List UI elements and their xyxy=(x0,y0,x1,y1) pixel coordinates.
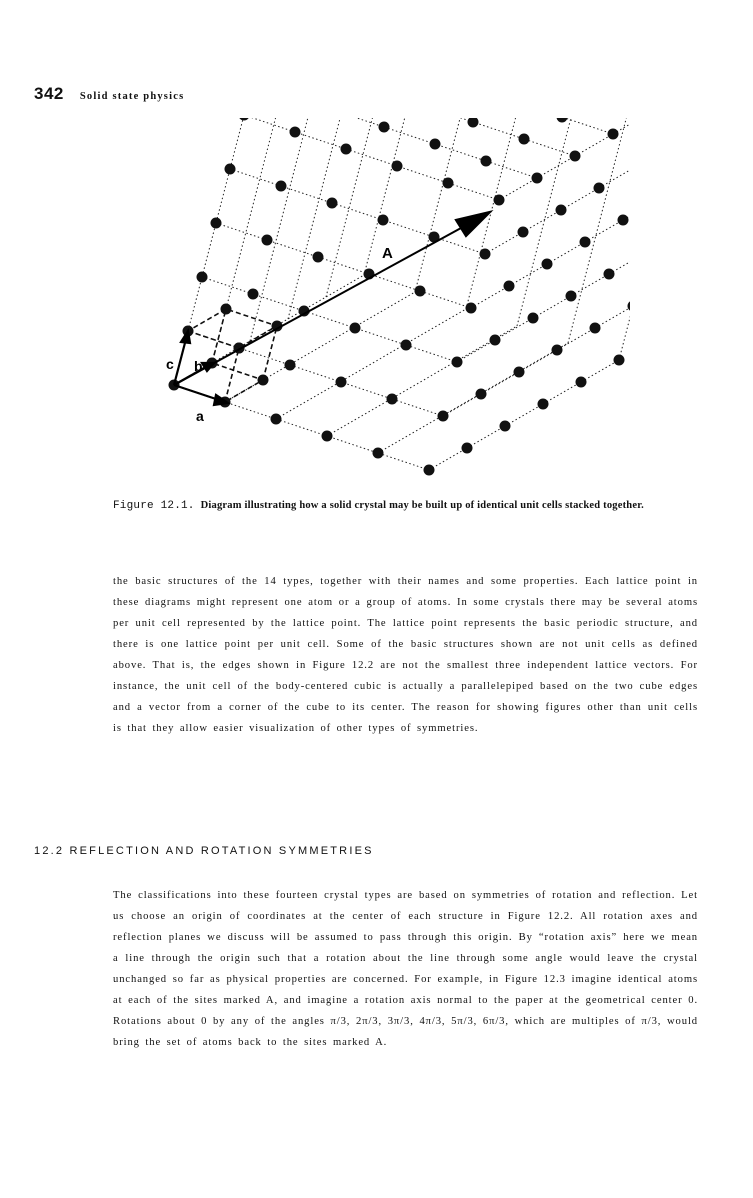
lattice-atom xyxy=(538,399,549,410)
caption-label: Figure 12.1. xyxy=(113,500,195,512)
lattice-atom xyxy=(239,118,250,121)
lattice-atom xyxy=(628,301,631,312)
vector-label-A: A xyxy=(382,245,393,262)
body-paragraph-2: The classifications into these fourteen crystal types are based on symmetries of rotation and reflection. Let us choose an origin of coordinates at the center of each structure in Figure 12.2. All rotation axes and reflection planes we discuss will be assumed to pass through this origin. By “rotation axis” here we mean a line through the origin such that a rotation about the line through some angle would leave the crystal unchanged so far as physical properties are concerned. For example, in Figure 12.3 imagine identical atoms at each of the sites marked A, and imagine a rotation axis normal to the paper at the geometrical center 0. Rotations about 0 by any of the angles π/3, 2π/3, 3π/3, 4π/3, 5π/3, 6π/3, which are multiples of π/3, would bring the set of atoms back to the sites marked A. xyxy=(113,890,698,1048)
lattice-atom xyxy=(514,367,525,378)
lattice-atom xyxy=(566,291,577,302)
lattice-atom xyxy=(424,465,435,476)
lattice-atom xyxy=(494,195,505,206)
lattice-atom xyxy=(248,289,259,300)
lattice-atom xyxy=(341,144,352,155)
lattice-atom xyxy=(327,198,338,209)
lattice-atom xyxy=(211,218,222,229)
page-number: 342 xyxy=(34,84,64,103)
lattice-atom xyxy=(466,303,477,314)
lattice-atom xyxy=(614,355,625,366)
lattice-atom xyxy=(570,151,581,162)
lattice-atom xyxy=(401,340,412,351)
vector-label-b: b xyxy=(194,358,203,374)
lattice-atom xyxy=(608,129,619,140)
lattice-atom xyxy=(378,215,389,226)
lattice-atom xyxy=(276,181,287,192)
lattice-atom xyxy=(336,377,347,388)
crystal-lattice-diagram xyxy=(150,118,630,490)
lattice-atom xyxy=(387,394,398,405)
lattice-atom xyxy=(322,431,333,442)
running-head: Solid state physics xyxy=(79,91,185,102)
lattice-atom xyxy=(481,156,492,167)
lattice-atom xyxy=(373,448,384,459)
lattice-atom xyxy=(490,335,501,346)
lattice-atom xyxy=(542,259,553,270)
lattice-atom xyxy=(476,389,487,400)
lattice-atom xyxy=(438,411,449,422)
lattice-atom xyxy=(462,443,473,454)
lattice-atom xyxy=(519,134,530,145)
lattice-atom xyxy=(415,286,426,297)
lattice-atom xyxy=(221,304,232,315)
lattice-atom xyxy=(556,205,567,216)
lattice-atom xyxy=(618,215,629,226)
page-header xyxy=(34,84,184,108)
lattice-atom xyxy=(576,377,587,388)
vector-label-c: c xyxy=(166,356,174,372)
lattice-atom xyxy=(443,178,454,189)
lattice-atom xyxy=(590,323,601,334)
figure-caption xyxy=(113,497,697,515)
lattice-atom xyxy=(468,118,479,128)
lattice-atom xyxy=(604,269,615,280)
lattice-lines xyxy=(174,118,630,470)
lattice-atom xyxy=(350,323,361,334)
lattice-atom xyxy=(379,122,390,133)
lattice-atom xyxy=(430,139,441,150)
lattice-atom xyxy=(557,118,568,123)
caption-text: Diagram illustrating how a solid crystal may be built up of identical unit cells stacked together. xyxy=(200,500,644,511)
section-heading: 12.2 REFLECTION AND ROTATION SYMMETRIES xyxy=(34,845,374,857)
lattice-atom xyxy=(552,345,563,356)
lattice-atom xyxy=(392,161,403,172)
crystal-lattice-figure xyxy=(150,118,630,490)
lattice-atom xyxy=(500,421,511,432)
vector-label-a: a xyxy=(196,408,204,424)
body-paragraph-1: the basic structures of the 14 types, together with their names and some properties. Each lattice point in these diagrams might represent one atom or a group of atoms. In some crystals there may be several atoms per unit cell represented by the lattice point. The lattice point represents the basic periodic structure, and there is one lattice point per unit cell. Some of the basic structures shown are not unit cells as defined above. That is, the edges shown in Figure 12.2 are not the smallest three independent lattice vectors. For instance, the unit cell of the body-centered cubic is actually a parallelepiped based on the two cube edges and a vector from a corner of the cube to its center. The reason for showing figures other than unit cells is that they allow easier visualization of other types of symmetries. xyxy=(113,576,698,734)
lattice-atom xyxy=(271,414,282,425)
lattice-atom xyxy=(504,281,515,292)
lattice-atom xyxy=(532,173,543,184)
lattice-atom xyxy=(285,360,296,371)
lattice-atom xyxy=(290,127,301,138)
lattice-atom xyxy=(225,164,236,175)
lattice-atom xyxy=(528,313,539,324)
lattice-atom xyxy=(452,357,463,368)
lattice-atom xyxy=(580,237,591,248)
lattice-atom xyxy=(262,235,273,246)
lattice-atom xyxy=(518,227,529,238)
lattice-atom xyxy=(197,272,208,283)
lattice-atom xyxy=(480,249,491,260)
lattice-atom xyxy=(313,252,324,263)
lattice-atom xyxy=(594,183,605,194)
unit-cell xyxy=(174,309,277,402)
